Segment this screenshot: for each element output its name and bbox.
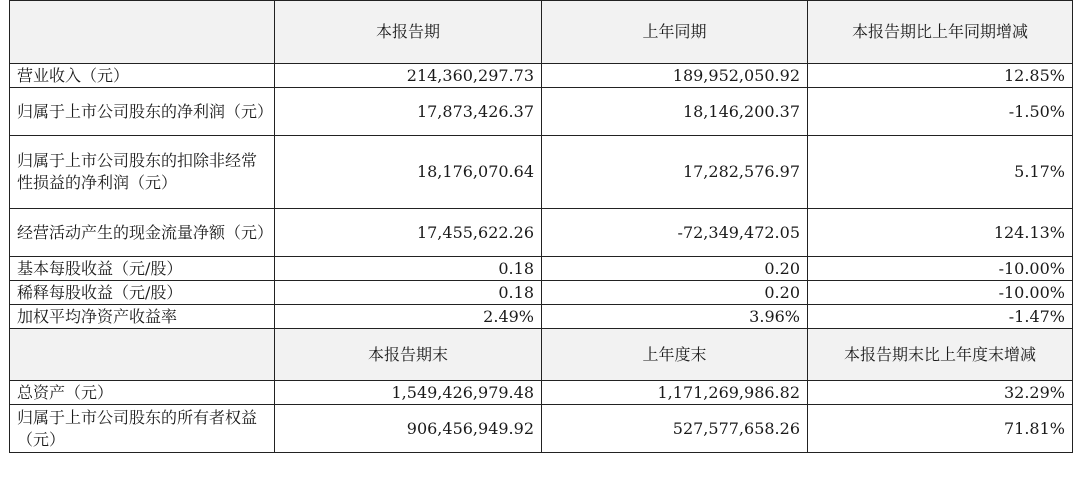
table-row [10,209,1073,257]
table-row [10,136,1073,209]
header-row-period [10,1,1073,64]
cell-change: -10.00% [808,257,1073,281]
cell-prior: 17,282,576.97 [542,136,808,209]
cell-prior: 189,952,050.92 [542,64,808,88]
cell-current: 906,456,949.92 [275,405,542,453]
header-corner-cell [10,329,275,381]
cell-current: 214,360,297.73 [275,64,542,88]
header-period-change: 本报告期比上年同期增减 [808,1,1073,64]
header-row-period-end [10,329,1073,381]
cell-change: -1.50% [808,88,1073,136]
cell-prior: 1,171,269,986.82 [542,381,808,405]
cell-prior: -72,349,472.05 [542,209,808,257]
cell-current: 0.18 [275,281,542,305]
cell-current: 17,455,622.26 [275,209,542,257]
cell-current: 18,176,070.64 [275,136,542,209]
cell-prior: 18,146,200.37 [542,88,808,136]
table-row [10,88,1073,136]
cell-change: 12.85% [808,64,1073,88]
cell-change: -1.47% [808,305,1073,329]
cell-current: 0.18 [275,257,542,281]
header-corner-cell [10,1,275,64]
cell-prior: 0.20 [542,281,808,305]
row-label-basic-eps: 基本每股收益（元/股） [10,257,275,281]
table-row [10,305,1073,329]
header-period-end-change: 本报告期末比上年度末增减 [808,329,1073,381]
table-row [10,281,1073,305]
cell-current: 1,549,426,979.48 [275,381,542,405]
cell-current: 17,873,426.37 [275,88,542,136]
cell-change: 124.13% [808,209,1073,257]
cell-prior: 0.20 [542,257,808,281]
row-label-weighted-roe: 加权平均净资产收益率 [10,305,275,329]
table-row [10,257,1073,281]
header-prior-year-end: 上年度末 [542,329,808,381]
header-prior-period: 上年同期 [542,1,808,64]
table-row [10,405,1073,453]
row-label-shareholders-equity: 归属于上市公司股东的所有者权益（元） [10,405,275,453]
row-label-revenue: 营业收入（元） [10,64,275,88]
cell-change: 32.29% [808,381,1073,405]
table-row [10,64,1073,88]
header-current-period: 本报告期 [275,1,542,64]
cell-prior: 527,577,658.26 [542,405,808,453]
header-current-period-end: 本报告期末 [275,329,542,381]
row-label-total-assets: 总资产（元） [10,381,275,405]
financial-summary-table [9,0,1073,453]
row-label-diluted-eps: 稀释每股收益（元/股） [10,281,275,305]
row-label-net-profit: 归属于上市公司股东的净利润（元） [10,88,275,136]
row-label-operating-cash-flow: 经营活动产生的现金流量净额（元） [10,209,275,257]
cell-current: 2.49% [275,305,542,329]
row-label-net-profit-excl-nonrecurring: 归属于上市公司股东的扣除非经常性损益的净利润（元） [10,136,275,209]
cell-prior: 3.96% [542,305,808,329]
cell-change: -10.00% [808,281,1073,305]
cell-change: 5.17% [808,136,1073,209]
table-row [10,381,1073,405]
cell-change: 71.81% [808,405,1073,453]
